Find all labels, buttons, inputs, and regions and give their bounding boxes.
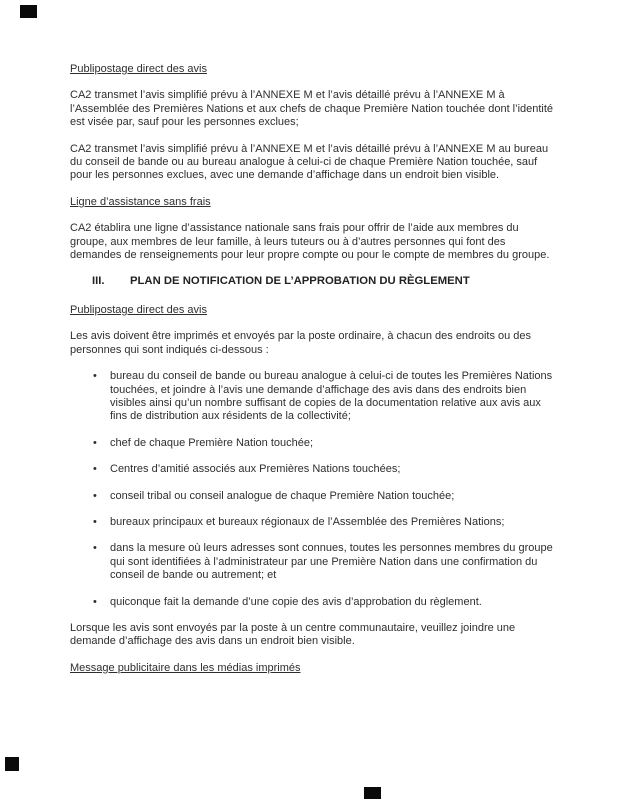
bullet-text: conseil tribal ou conseil analogue de chaque Première Nation touchée; (110, 489, 455, 502)
bullet-text: quiconque fait la demande d’une copie des avis d’approbation du règlement. (110, 595, 482, 608)
bullet-item (70, 596, 557, 609)
numbered-section-title (70, 275, 557, 288)
scan-artifact-bottom-right (364, 787, 381, 799)
paragraph: CA2 établira une ligne d’assistance nationale sans frais pour offrir de l’aide aux membres du groupe, aux membres de leur famille, à leurs tuteurs ou à d’autres personnes qui font des demandes de renseignements pour leur propre compte ou pour le compte de membres du groupe. (70, 222, 550, 262)
paragraph: CA2 transmet l’avis simplifié prévu à l’ANNEXE M et l’avis détaillé prévu à l’ANNEXE M au bureau du conseil de bande ou au bureau analogue à celui-ci de chaque Première Nation touchée, sauf pour les personnes exclues, avec une demande d’affichage dans un endroit bien visible. (70, 142, 549, 182)
paragraph: Les avis doivent être imprimés et envoyés par la poste ordinaire, à chacun des endroits ou des personnes qui sont indiqués ci-dessous : (70, 330, 532, 356)
paragraph: Lorsque les avis sont envoyés par la poste à un centre communautaire, veuillez joindre une demande d’affichage des avis dans un endroit bien visible. (70, 621, 516, 648)
bullet-text: bureaux principaux et bureaux régionaux de l’Assemblée des Premières Nations; (110, 515, 505, 528)
bullet-icon: • (93, 436, 97, 449)
bullet-text: chef de chaque Première Nation touchée; (110, 436, 314, 449)
bullet-icon: • (93, 595, 97, 608)
bullet-item (70, 437, 557, 450)
bullet-item (70, 370, 557, 424)
underlined-heading: Message publicitaire dans les médias imprimés (70, 661, 301, 674)
bullet-item (70, 542, 557, 582)
document-content (70, 63, 557, 688)
bullet-item (70, 463, 557, 476)
scan-artifact-top-left (20, 5, 37, 18)
bullet-item (70, 516, 557, 529)
paragraph: CA2 transmet l’avis simplifié prévu à l’ANNEXE M et l’avis détaillé prévu à l’ANNEXE M à l’Assemblée des Premières Nations et aux chefs de chaque Première Nation touchée dont l’identité est visée par, sauf pour les personnes exclues; (70, 89, 554, 129)
bullet-icon: • (93, 489, 97, 502)
section-number: III. (92, 275, 105, 288)
bullet-icon: • (93, 463, 97, 476)
bullet-icon: • (93, 370, 97, 383)
underlined-heading: Publipostage direct des avis (70, 303, 207, 316)
bullet-item (70, 490, 557, 503)
bullet-text: dans la mesure où leurs adresses sont connues, toutes les personnes membres du groupe qui sont identifiées à l’administrateur par une Première Nation dans une confirmation du conseil de bande ou autrement; et (110, 542, 553, 582)
bullet-icon: • (93, 542, 97, 555)
bullet-icon: • (93, 515, 97, 528)
section-title-text: PLAN DE NOTIFICATION DE L’APPROBATION DU RÈGLEMENT (130, 275, 470, 288)
bullet-text: Centres d’amitié associés aux Premières Nations touchées; (110, 463, 401, 476)
underlined-heading: Ligne d’assistance sans frais (70, 195, 211, 208)
underlined-heading: Publipostage direct des avis (70, 63, 207, 75)
scan-artifact-bottom-left (5, 757, 19, 771)
bullet-text: bureau du conseil de bande ou bureau analogue à celui-ci de toutes les Premières Nations touchées, et joindre à l’avis une demande d’affichage des avis dans des endroits bien visibles ainsi qu’un nombre suffisant de copies de la documentation relative aux avis aux fins de distribution aux résidents de la collectivité; (110, 370, 553, 423)
